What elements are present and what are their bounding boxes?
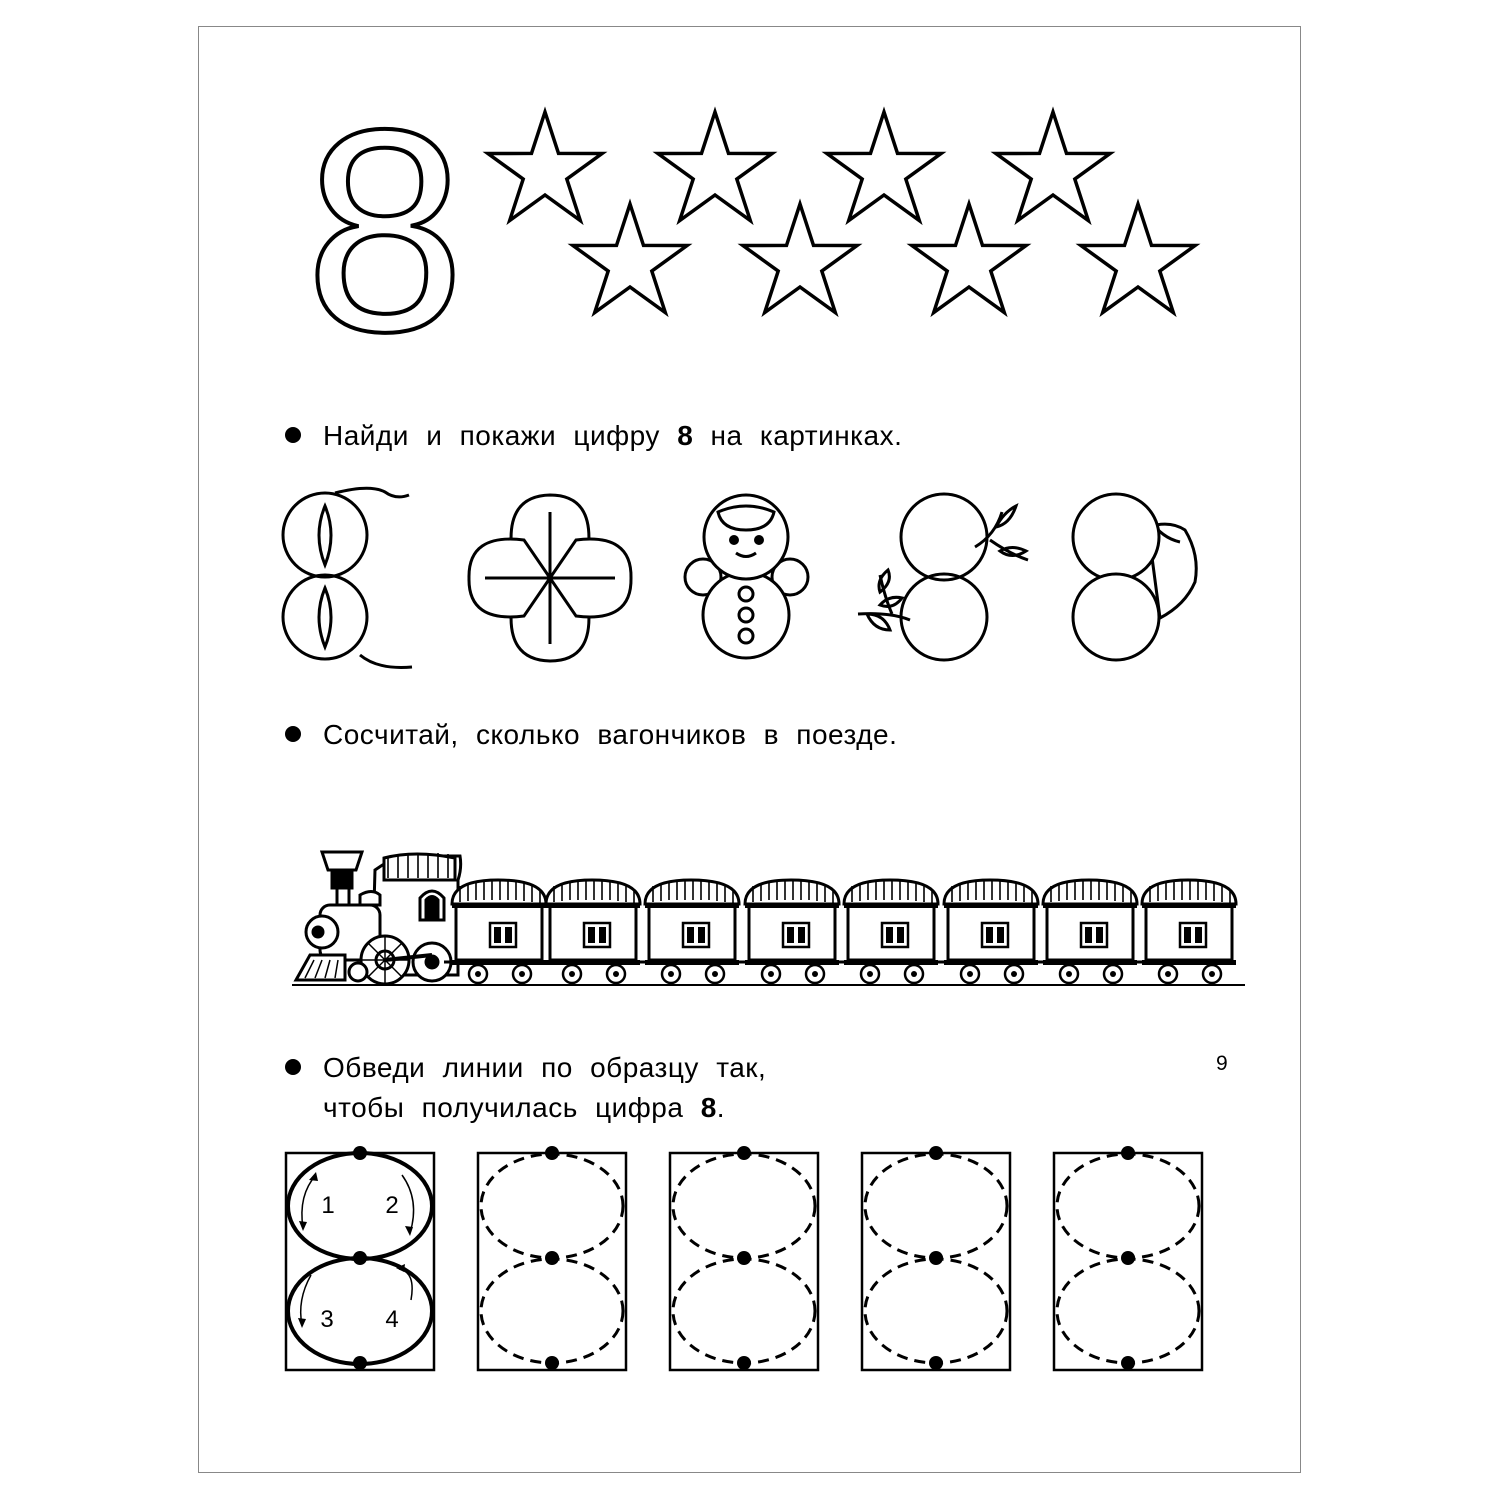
balloons-icon bbox=[1073, 494, 1196, 660]
wagon-icon bbox=[936, 880, 1038, 983]
sample-number-4: 4 bbox=[385, 1306, 399, 1333]
start-dot-icon bbox=[737, 1356, 751, 1370]
tracing-practice-box bbox=[1054, 1146, 1202, 1370]
flower-icon bbox=[469, 495, 631, 661]
bullet-icon bbox=[285, 1059, 301, 1075]
snowman-with-branch-icon bbox=[858, 494, 1028, 660]
big-digit-eight bbox=[305, 70, 465, 392]
steam-locomotive-icon bbox=[296, 852, 461, 984]
start-dot-icon bbox=[929, 1251, 943, 1265]
sample-number-1: 1 bbox=[321, 1192, 335, 1219]
sample-number-2: 2 bbox=[385, 1192, 399, 1219]
start-dot-icon bbox=[1121, 1251, 1135, 1265]
bullet-icon bbox=[285, 726, 301, 742]
sample-number-3: 3 bbox=[320, 1306, 334, 1333]
svg-text:8: 8 bbox=[304, 70, 466, 392]
wagon-icon bbox=[538, 880, 640, 983]
star-icon bbox=[1081, 204, 1195, 313]
roly-poly-doll-icon bbox=[685, 495, 808, 658]
start-dot-icon bbox=[929, 1146, 943, 1160]
start-dot-icon bbox=[545, 1356, 559, 1370]
start-dot-icon bbox=[545, 1146, 559, 1160]
start-dot-icon bbox=[929, 1356, 943, 1370]
wagon-icon bbox=[737, 880, 839, 983]
tracing-practice-box bbox=[862, 1146, 1010, 1370]
star-icon bbox=[658, 112, 772, 221]
train-illustration bbox=[292, 852, 1245, 985]
wagon-icon bbox=[637, 880, 739, 983]
start-dot-icon bbox=[1121, 1356, 1135, 1370]
start-dot-icon bbox=[737, 1146, 751, 1160]
tracing-sample-box bbox=[286, 1146, 434, 1370]
task-find-digit-text: Найди и покажи цифру 8 на картинках. bbox=[323, 420, 903, 451]
tracing-practice-box bbox=[670, 1146, 818, 1370]
star-icon bbox=[488, 112, 602, 221]
tracing-practice-box bbox=[478, 1146, 626, 1370]
task-count-wagons-text: Сосчитай, сколько вагончиков в поезде. bbox=[323, 719, 898, 750]
task-trace-lines-line2: чтобы получилась цифра 8. bbox=[323, 1092, 726, 1123]
stars-group bbox=[488, 112, 1195, 313]
start-dot-icon bbox=[737, 1251, 751, 1265]
star-icon bbox=[912, 204, 1026, 313]
wagon-icon bbox=[1134, 880, 1236, 983]
start-dot-icon bbox=[545, 1251, 559, 1265]
start-dot-icon bbox=[1121, 1146, 1135, 1160]
star-icon bbox=[827, 112, 941, 221]
star-icon bbox=[743, 204, 857, 313]
page-number: 9 bbox=[1216, 1052, 1228, 1075]
star-icon bbox=[573, 204, 687, 313]
tracing-practice-boxes bbox=[478, 1146, 1202, 1370]
wagon-icon bbox=[1035, 880, 1137, 983]
eyeglasses-icon bbox=[283, 488, 412, 667]
star-icon bbox=[996, 112, 1110, 221]
wagon-icon bbox=[836, 880, 938, 983]
bullet-icon bbox=[285, 427, 301, 443]
task-trace-lines-line1: Обведи линии по образцу так, bbox=[323, 1052, 767, 1083]
